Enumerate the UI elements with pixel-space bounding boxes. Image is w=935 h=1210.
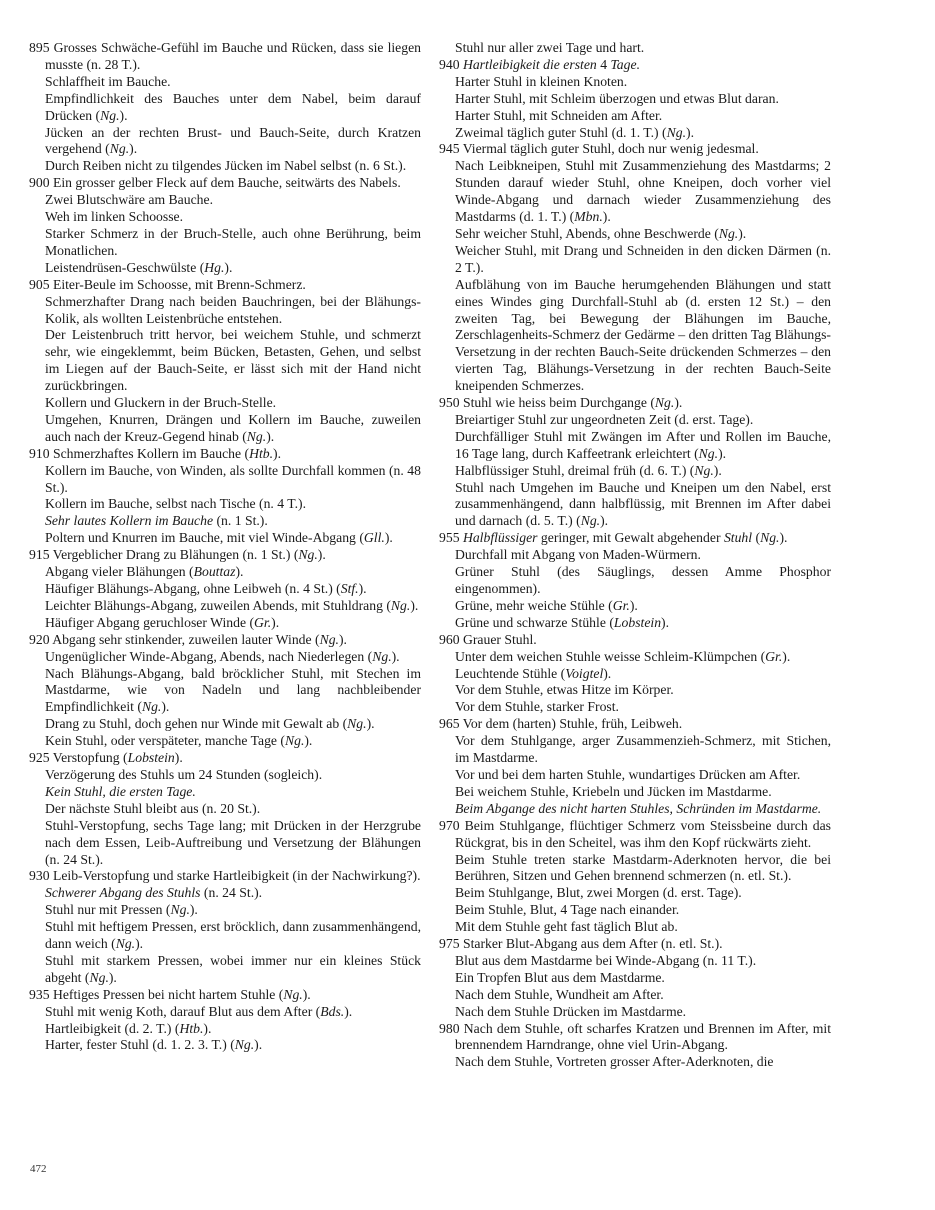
symptom-entry [29, 987, 421, 1004]
entry-text: Zweimal täglich guter Stuhl (d. 1. T.) ( [455, 124, 667, 140]
italic-text: Ng. [115, 936, 136, 952]
entry-text: ). [135, 936, 144, 952]
entry-text: ). [602, 209, 611, 225]
italic-text: Ng. [580, 513, 601, 529]
symptom-entry [439, 1021, 831, 1055]
symptom-entry [439, 564, 831, 598]
entry-text: Empfindlichkeit des Bauches unter dem Nabel, beim darauf Drücken ( [45, 90, 421, 123]
entry-text: Vor dem Stuhle, starker Frost. [455, 699, 619, 715]
entry-text: ). [344, 1003, 353, 1019]
symptom-entry [439, 902, 831, 919]
entry-text: ). [224, 259, 233, 275]
italic-text: Ng. [109, 141, 130, 157]
symptom-entry [29, 463, 421, 497]
symptom-entry [29, 767, 421, 784]
entry-text: Starker Blut-Abgang aus dem After (n. etl. St.). [462, 936, 723, 952]
entry-text: Grüner Stuhl (des Säuglings, dessen Amme Phosphor eingenommen). [455, 564, 831, 596]
italic-text: Sehr lautes Kollern im Bauche [45, 513, 214, 529]
entry-text: ). [161, 699, 170, 715]
italic-text: Ng. [698, 445, 719, 461]
symptom-entry [439, 970, 831, 987]
symptom-entry [439, 682, 831, 699]
entry-text: ). [317, 547, 326, 563]
symptom-entry [439, 716, 831, 733]
entry-text: Stuhl mit wenig Koth, darauf Blut aus dem After ( [45, 1003, 321, 1019]
symptom-entry [439, 530, 831, 547]
entry-number: 935 [29, 986, 50, 1002]
entry-text: Poltern und Knurren im Bauche, mit viel Winde-Abgang ( [45, 530, 364, 546]
italic-text: Ng. [170, 902, 190, 918]
entry-text: Ein Tropfen Blut aus dem Mastdarme. [455, 969, 665, 985]
entry-text: Kein Stuhl, oder verspäteter, manche Tage ( [45, 733, 285, 749]
italic-text: Hg. [204, 259, 225, 275]
entry-text: Blut aus dem Mastdarme bei Winde-Abgang (n. 11 T.). [455, 952, 757, 968]
italic-text: Mbn. [574, 209, 603, 225]
entry-text: Stuhl nur mit Pressen ( [45, 902, 171, 918]
symptom-entry [439, 1054, 831, 1071]
symptom-entry [29, 91, 421, 125]
entry-text: Stuhl-Verstopfung, sechs Tage lang; mit Drücken in der Herzgrube nach dem Essen, Leib-Auftreibung und Versetzung der Blähungen (n. 24 St.). [45, 817, 421, 867]
symptom-entry [439, 818, 831, 852]
symptom-entry [439, 158, 831, 226]
entry-text: Zwei Blutschwäre am Bauche. [45, 192, 213, 208]
symptom-entry [29, 564, 421, 581]
entry-number: 950 [439, 395, 460, 411]
italic-text: Ng. [760, 530, 780, 546]
entry-text: Stuhl mit heftigem Pressen, erst bröcklich, dann zusammenhängend, dann weich ( [45, 919, 421, 952]
entry-text: ). [384, 530, 393, 546]
symptom-entry [29, 260, 421, 277]
symptom-entry [439, 919, 831, 936]
entry-text: ). [273, 445, 282, 461]
entry-text: Grosses Schwäche-Gefühl im Bauche und Rücken, dass sie liegen musste (n. 28 T.). [45, 40, 422, 72]
symptom-entry [29, 496, 421, 513]
entry-text: Aufblähung von im Bauche herumgehenden Blähungen und statt eines Windes ging Durchfall-Stuhl ab (d. ersten 12 St.) – den zweiten Tag, bei Bewegung der Blähungen im Bauche, Zerschlagenheits-Schmerz der Gedärme – den dritten Tag Blähungs-Versetzung in der rechten Bauch-Seite drückenden Schmerzes – den vierten Tag, Blähungs-Versetzung in der rechten Bauch-Seite kneipenden Schmerzes. [455, 276, 831, 394]
symptom-entry [29, 547, 421, 564]
symptom-entry [439, 632, 831, 649]
italic-text: Voigtel [565, 665, 604, 681]
entry-text: ). [174, 750, 183, 766]
entry-text: ). [304, 733, 313, 749]
symptom-entry [29, 649, 421, 666]
entry-text: ). [119, 107, 128, 123]
symptom-entry [29, 733, 421, 750]
symptom-entry [29, 902, 421, 919]
entry-text: ). [782, 648, 791, 664]
entry-text: Stuhl mit starkem Pressen, wobei immer nur ein kleines Stück abgeht ( [45, 952, 421, 985]
symptom-entry [29, 632, 421, 649]
italic-text: Gr. [612, 597, 630, 613]
entry-text: Vor dem Stuhlgange, arger Zusammenzieh-Schmerz, mit Stichen, im Mastdarme. [455, 733, 831, 766]
symptom-entry [29, 226, 421, 260]
symptom-entry [439, 733, 831, 767]
symptom-entry [29, 74, 421, 91]
entry-text: Verstopfung ( [52, 750, 128, 766]
entry-text: ). [129, 141, 138, 157]
entry-text: Vergeblicher Drang zu Blähungen (n. 1 St.) ( [52, 547, 299, 563]
entry-number: 955 [439, 530, 460, 546]
symptom-entry [29, 513, 421, 530]
entry-text: Beim Stuhle, Blut, 4 Tage nach einander. [455, 902, 680, 918]
entry-text: Mit dem Stuhle geht fast täglich Blut ab. [455, 919, 678, 935]
symptom-entry [29, 1004, 421, 1021]
entry-text: ). [266, 428, 275, 444]
entry-number: 915 [29, 547, 50, 563]
italic-text: Htb. [179, 1020, 204, 1036]
symptom-entry [439, 936, 831, 953]
entry-number: 940 [439, 56, 460, 72]
entry-text: Stuhl wie heiss beim Durchgange ( [462, 395, 655, 411]
italic-text: Ng. [141, 699, 162, 715]
symptom-entry [29, 40, 421, 74]
entry-text: 4 [596, 56, 611, 72]
entry-text: Kollern im Bauche, von Winden, als sollte Durchfall kommen (n. 48 St.). [45, 462, 421, 495]
entry-text: Beim Stuhle treten starke Mastdarm-Aderknoten hervor, die bei Berühren, Sitzen und Gehen brennend schmerzen (n. etl. St.). [455, 851, 831, 884]
symptom-entry [439, 885, 831, 902]
entry-text: Stuhl nach Umgehen im Bauche und Kneipen um den Nabel, erst zusammenhängend, dann halbflüssig, mit Brennen im After dabei und darnach (d. 5. T.) ( [455, 479, 831, 529]
symptom-entry [439, 615, 831, 632]
symptom-entry [29, 750, 421, 767]
entry-number: 975 [439, 936, 460, 952]
symptom-entry [439, 108, 831, 125]
symptom-entry [439, 598, 831, 615]
symptom-entry [29, 192, 421, 209]
symptom-entry [29, 818, 421, 869]
entry-text: Vor und bei dem harten Stuhle, wundartiges Drücken am After. [455, 766, 801, 782]
entry-text: Durchfall mit Abgang von Maden-Würmern. [455, 547, 701, 563]
entry-text: Nach Blähungs-Abgang, bald bröcklicher Stuhl, mit Stechen im Mastdarme, wie von Nadeln und lang nachbleibender Empfindlichkeit ( [45, 665, 421, 715]
entry-text: Harter Stuhl, mit Schleim überzogen und etwas Blut daran. [455, 90, 779, 106]
symptom-entry [439, 852, 831, 886]
symptom-entry [439, 243, 831, 277]
entry-text: Beim Stuhlgange, Blut, zwei Morgen (d. erst. Tage). [455, 885, 742, 901]
entry-text: ). [629, 597, 638, 613]
entry-text: Bei weichem Stuhle, Kriebeln und Jücken im Mastdarme. [455, 783, 772, 799]
italic-text: Ng. [246, 428, 267, 444]
italic-text: Ng. [89, 969, 109, 985]
entry-text: Nach dem Stuhle Drücken im Mastdarme. [455, 1003, 687, 1019]
entry-text: ). [271, 614, 280, 630]
symptom-entry [29, 446, 421, 463]
symptom-entry [29, 277, 421, 294]
entry-number: 965 [439, 716, 460, 732]
entry-text: Durchfälliger Stuhl mit Zwängen im After und Rollen im Bauche, 16 Tage lang, durch Kaffeetrank erleichtert ( [455, 428, 831, 461]
entry-number: 900 [29, 175, 50, 191]
entry-text: (n. 24 St.). [200, 885, 263, 901]
entry-text: Abgang vieler Blähungen ( [45, 564, 194, 580]
italic-text: Ng. [372, 648, 392, 664]
italic-text: Htb. [249, 445, 274, 461]
entry-text: Sehr weicher Stuhl, Abends, ohne Beschwerde ( [455, 225, 719, 241]
symptom-entry [439, 480, 831, 531]
entry-text: Heftiges Pressen bei nicht hartem Stuhle ( [52, 986, 284, 1002]
entry-text: Ein grosser gelber Fleck auf dem Bauche, seitwärts des Nabels. [52, 175, 401, 191]
italic-text: Ng. [718, 225, 739, 241]
entry-text: Harter, fester Stuhl (d. 1. 2. 3. T.) ( [45, 1037, 235, 1053]
left-column [29, 40, 421, 1054]
entry-text: Umgehen, Knurren, Drängen und Kollern im Bauche, zuweilen auch nach der Kreuz-Gegend hinab ( [45, 411, 421, 444]
entry-text: ( [752, 530, 761, 546]
italic-text: Gr. [254, 614, 272, 630]
entry-text: Hartleibigkeit (d. 2. T.) ( [45, 1020, 180, 1036]
symptom-entry [29, 581, 421, 598]
symptom-entry [29, 1037, 421, 1054]
symptom-entry [29, 209, 421, 226]
italic-text: Bouttaz [193, 564, 236, 580]
symptom-entry [439, 226, 831, 243]
symptom-entry [439, 801, 831, 818]
symptom-entry [439, 987, 831, 1004]
entry-text: ). [338, 631, 347, 647]
italic-text: Hartleibigkeit die ersten [462, 56, 597, 72]
symptom-entry [29, 784, 421, 801]
italic-text: Beim Abgange des nicht harten Stuhles, Schründen im Mastdarme. [455, 800, 822, 816]
entry-text: Grauer Stuhl. [462, 631, 537, 647]
symptom-entry [29, 868, 421, 885]
entry-text: ). [661, 614, 670, 630]
entry-text: Der nächste Stuhl bleibt aus (n. 20 St.). [45, 800, 261, 816]
symptom-entry [29, 598, 421, 615]
symptom-entry [439, 649, 831, 666]
italic-text: Stuhl [723, 530, 753, 546]
symptom-entry [439, 547, 831, 564]
italic-text: Ng. [234, 1037, 255, 1053]
symptom-entry [29, 885, 421, 902]
entry-text: ). [254, 1037, 263, 1053]
symptom-entry [29, 395, 421, 412]
entry-text: ). [358, 581, 367, 596]
entry-text: ). [718, 445, 727, 461]
entry-text: ). [410, 597, 419, 613]
symptom-entry [29, 175, 421, 192]
symptom-entry [439, 767, 831, 784]
entry-number: 980 [439, 1020, 460, 1036]
entry-text: ). [366, 716, 375, 732]
entry-text: Leib-Verstopfung und starke Hartleibigkeit (in der Nachwirkung?). [52, 868, 421, 884]
entry-text: Unter dem weichen Stuhle weisse Schleim-Klümpchen ( [455, 648, 766, 664]
entry-number: 920 [29, 631, 50, 647]
entry-number: 970 [439, 817, 460, 833]
entry-text: Vor dem Stuhle, etwas Hitze im Körper. [455, 682, 674, 698]
entry-text: Drang zu Stuhl, doch gehen nur Winde mit Gewalt ab ( [45, 716, 348, 732]
entry-number: 960 [439, 631, 460, 647]
entry-text: ). [686, 124, 694, 140]
symptom-entry [439, 784, 831, 801]
entry-text: ). [603, 665, 612, 681]
symptom-entry [29, 953, 421, 987]
symptom-entry [439, 1004, 831, 1021]
italic-text: Halbflüssiger [462, 530, 538, 546]
symptom-entry [439, 74, 831, 91]
entry-text: Viermal täglich guter Stuhl, doch nur wenig jedesmal. [462, 141, 759, 157]
entry-text: Nach dem Stuhle, oft scharfes Kratzen und Brennen im After, mit brennendem Harndrange, ohne viel Urin-Abgang. [455, 1020, 831, 1053]
entry-text: Kollern im Bauche, selbst nach Tische (n. 4 T.). [45, 496, 307, 512]
entry-number: 895 [29, 40, 50, 55]
entry-text: ). [600, 513, 609, 529]
symptom-entry [29, 125, 421, 159]
italic-text: Ng. [390, 597, 411, 613]
right-column [439, 40, 831, 1071]
entry-text: Verzögerung des Stuhls um 24 Stunden (sogleich). [45, 766, 323, 782]
entry-number: 945 [439, 141, 460, 157]
entry-text: Starker Schmerz in der Bruch-Stelle, auch ohne Berührung, beim Monatlichen. [45, 225, 421, 258]
symptom-entry [439, 91, 831, 108]
italic-text: Lobstein [613, 614, 662, 630]
entry-text: Leistendrüsen-Geschwülste ( [45, 259, 205, 275]
symptom-entry [439, 429, 831, 463]
symptom-entry [439, 395, 831, 412]
italic-text: Schwerer Abgang des Stuhls [45, 885, 201, 901]
entry-text: Vor dem (harten) Stuhle, früh, Leibweh. [462, 716, 683, 732]
italic-text: Ng. [694, 462, 714, 478]
symptom-entry [29, 666, 421, 717]
symptom-entry [29, 294, 421, 328]
entry-text: geringer, mit Gewalt abgehender [537, 530, 724, 546]
italic-text: Bds. [320, 1003, 345, 1019]
italic-text: Ng. [347, 716, 367, 732]
entry-text: ). [302, 986, 311, 1002]
entry-text: Schlaffheit im Bauche. [45, 73, 171, 89]
symptom-entry [439, 666, 831, 683]
italic-text: Gr. [765, 648, 783, 664]
entry-text: ). [738, 225, 747, 241]
symptom-entry [439, 412, 831, 429]
entry-text: Breiartiger Stuhl zur ungeordneten Zeit (d. erst. Tage). [455, 411, 754, 427]
symptom-entry [439, 699, 831, 716]
symptom-entry [29, 919, 421, 953]
italic-text: Lobstein [127, 750, 175, 766]
symptom-entry [439, 277, 831, 395]
page-number: 472 [30, 1163, 47, 1175]
entry-text: Weh im linken Schoosse. [45, 209, 184, 225]
entry-text: ). [391, 648, 400, 664]
entry-text: Schmerzhaftes Kollern im Bauche ( [52, 445, 250, 461]
symptom-entry [29, 530, 421, 547]
entry-text: Häufiger Abgang geruchloser Winde ( [45, 614, 255, 630]
symptom-entry [29, 716, 421, 733]
symptom-entry [439, 953, 831, 970]
entry-text: Schmerzhafter Drang nach beiden Bauchringen, bei der Blähungs-Kolik, als wollten Leistenbrüche entstehen. [45, 293, 421, 326]
entry-text: ). [203, 1020, 212, 1036]
entry-text: Ungenüglicher Winde-Abgang, Abends, nach Niederlegen ( [45, 648, 373, 664]
symptom-entry [29, 1021, 421, 1038]
entry-text: Harter Stuhl in kleinen Knoten. [455, 73, 628, 89]
italic-text: Gll. [363, 530, 385, 546]
entry-number: 905 [29, 276, 50, 292]
entry-text: Grüne, mehr weiche Stühle ( [455, 597, 613, 613]
italic-text: Tage. [610, 56, 640, 72]
symptom-entry [439, 463, 831, 480]
entry-text: Abgang sehr stinkender, zuweilen lauter Winde ( [52, 631, 320, 647]
symptom-entry [439, 40, 831, 57]
entry-text: Nach dem Stuhle, Wundheit am After. [455, 986, 664, 1002]
symptom-entry [29, 801, 421, 818]
entry-text: Durch Reiben nicht zu tilgendes Jücken im Nabel selbst (n. 6 St.). [45, 158, 407, 174]
entry-text: ). [779, 530, 788, 546]
entry-text: Nach Leibkneipen, Stuhl mit Zusammenziehung des Mastdarms; 2 Stunden darauf wieder Stuhl, ohne Kneipen, doch vorher viel Winde-Abgang und darnach wieder Zusammenziehung des Mastdarms (d. 1. T.) ( [455, 158, 831, 225]
entry-text: Kollern und Gluckern in der Bruch-Stelle. [45, 395, 277, 411]
italic-text: Stf. [340, 581, 359, 596]
entry-number: 925 [29, 750, 50, 766]
entry-text: Leuchtende Stühle ( [455, 665, 566, 681]
symptom-entry [439, 57, 831, 74]
italic-text: Ng. [100, 107, 120, 123]
italic-text: Ng. [319, 631, 339, 647]
entry-number: 930 [29, 868, 50, 884]
entry-number: 910 [29, 445, 50, 461]
entry-text: Eiter-Beule im Schoosse, mit Brenn-Schmerz. [52, 276, 306, 292]
entry-text: Häufiger Blähungs-Abgang, ohne Leibweh (n. 4 St.) ( [45, 581, 341, 596]
entry-text: Harter Stuhl, mit Schneiden am After. [455, 107, 663, 123]
italic-text: Kein Stuhl, die ersten Tage. [45, 783, 196, 799]
entry-text: Nach dem Stuhle, Vortreten grosser After-Aderknoten, die [455, 1054, 774, 1070]
entry-text: ). [674, 395, 683, 411]
symptom-entry [29, 615, 421, 632]
entry-text: Stuhl nur aller zwei Tage und hart. [455, 40, 645, 55]
symptom-entry [29, 412, 421, 446]
italic-text: Ng. [284, 733, 305, 749]
entry-text: ). [189, 902, 198, 918]
entry-text: ). [713, 462, 722, 478]
entry-text: Jücken an der rechten Brust- und Bauch-Seite, durch Kratzen vergehend ( [45, 124, 421, 157]
italic-text: Ng. [298, 547, 318, 563]
entry-text: Beim Stuhlgange, flüchtiger Schmerz vom Steissbeine durch das Rückgrat, bis in den Scheitel, was ihm den Kopf rückwärts zieht. [455, 817, 831, 850]
entry-text: (n. 1 St.). [213, 513, 268, 529]
symptom-entry [29, 327, 421, 395]
entry-text: Der Leistenbruch tritt hervor, bei weichem Stuhle, und schmerzt sehr, wie eingeklemmt, beim Bücken, Betasten, Gehen, und selbst im Liegen auf der Bauch-Seite, er lässt sich mit der Hand nicht zurückbringen. [45, 327, 421, 394]
italic-text: Ng. [654, 395, 675, 411]
entry-text: Leichter Blähungs-Abgang, zuweilen Abends, mit Stuhldrang ( [45, 597, 391, 613]
entry-text: ). [108, 969, 117, 985]
entry-text: Weicher Stuhl, mit Drang und Schneiden in den dicken Därmen (n. 2 T.). [455, 242, 831, 275]
symptom-entry [439, 141, 831, 158]
entry-text: Halbflüssiger Stuhl, dreimal früh (d. 6. T.) ( [455, 462, 695, 478]
entry-text: ). [235, 564, 244, 580]
symptom-entry [29, 158, 421, 175]
entry-text: Grüne und schwarze Stühle ( [455, 614, 614, 630]
symptom-entry [439, 125, 831, 142]
italic-text: Ng. [283, 986, 303, 1002]
italic-text: Ng. [666, 124, 687, 140]
